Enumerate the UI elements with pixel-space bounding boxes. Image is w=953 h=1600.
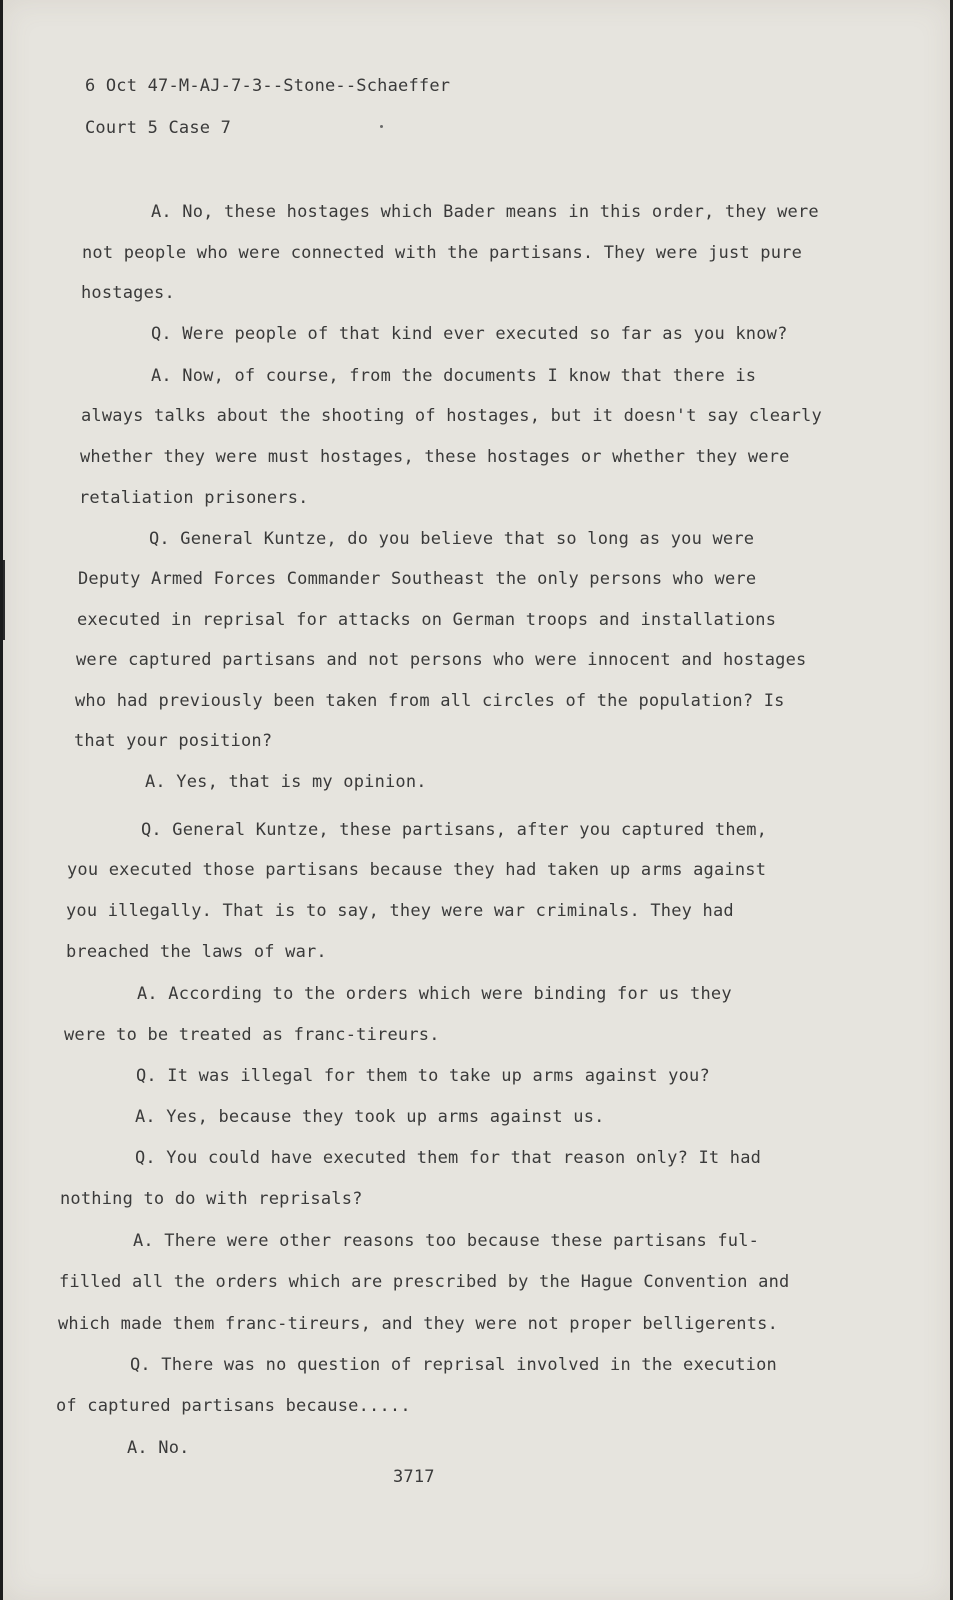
transcript-line: A. Yes, because they took up arms against us.: [135, 1107, 605, 1127]
transcript-line: nothing to do with reprisals?: [60, 1189, 363, 1209]
transcript-line: Q. You could have executed them for that reason only? It had: [135, 1148, 762, 1168]
transcript-line: A. No, these hostages which Bader means in this order, they were: [151, 202, 819, 222]
page-edge-mark: [3, 560, 5, 640]
transcript-line: were captured partisans and not persons who were innocent and hostages: [76, 650, 807, 670]
transcript-line: A. There were other reasons too because these partisans ful-: [133, 1231, 760, 1251]
transcript-line: Q. General Kuntze, these partisans, after you captured them,: [141, 820, 768, 840]
transcript-line: Q. General Kuntze, do you believe that so long as you were: [149, 529, 755, 549]
transcript-line: Q. Were people of that kind ever executed so far as you know?: [151, 324, 788, 344]
transcript-line: breached the laws of war.: [66, 942, 327, 962]
transcript-line: executed in reprisal for attacks on German troops and installations: [77, 610, 777, 630]
transcript-line: A. Yes, that is my opinion.: [145, 772, 427, 792]
transcript-line: whether they were must hostages, these hostages or whether they were: [80, 447, 790, 467]
transcript-line: of captured partisans because.....: [56, 1396, 411, 1416]
stray-mark: [380, 125, 383, 128]
page-number: 3717: [393, 1467, 435, 1487]
transcript-line: which made them franc-tireurs, and they were not proper belligerents.: [58, 1314, 779, 1334]
transcript-line: hostages.: [81, 283, 175, 303]
transcript-line: A. Now, of course, from the documents I know that there is: [151, 366, 757, 386]
transcript-line: Q. It was illegal for them to take up arms against you?: [136, 1066, 710, 1086]
transcript-line: you executed those partisans because they had taken up arms against: [67, 860, 767, 880]
transcript-line: always talks about the shooting of hostages, but it doesn't say clearly: [81, 406, 822, 426]
transcript-line: you illegally. That is to say, they were war criminals. They had: [66, 901, 734, 921]
transcript-line: filled all the orders which are prescribed by the Hague Convention and: [59, 1272, 790, 1292]
transcript-line: Deputy Armed Forces Commander Southeast the only persons who were: [78, 569, 757, 589]
transcript-line: A. No.: [127, 1438, 190, 1458]
transcript-line: were to be treated as franc-tireurs.: [64, 1025, 440, 1045]
transcript-line: retaliation prisoners.: [79, 488, 309, 508]
document-page: [3, 0, 950, 1600]
transcript-line: not people who were connected with the partisans. They were just pure: [82, 243, 803, 263]
document-header-court: Court 5 Case 7: [85, 118, 232, 138]
document-header-reference: 6 Oct 47-M-AJ-7-3--Stone--Schaeffer: [85, 76, 451, 96]
transcript-line: Q. There was no question of reprisal involved in the execution: [130, 1355, 777, 1375]
transcript-line: A. According to the orders which were binding for us they: [137, 984, 732, 1004]
transcript-line: who had previously been taken from all circles of the population? Is: [75, 691, 785, 711]
transcript-line: that your position?: [74, 731, 273, 751]
